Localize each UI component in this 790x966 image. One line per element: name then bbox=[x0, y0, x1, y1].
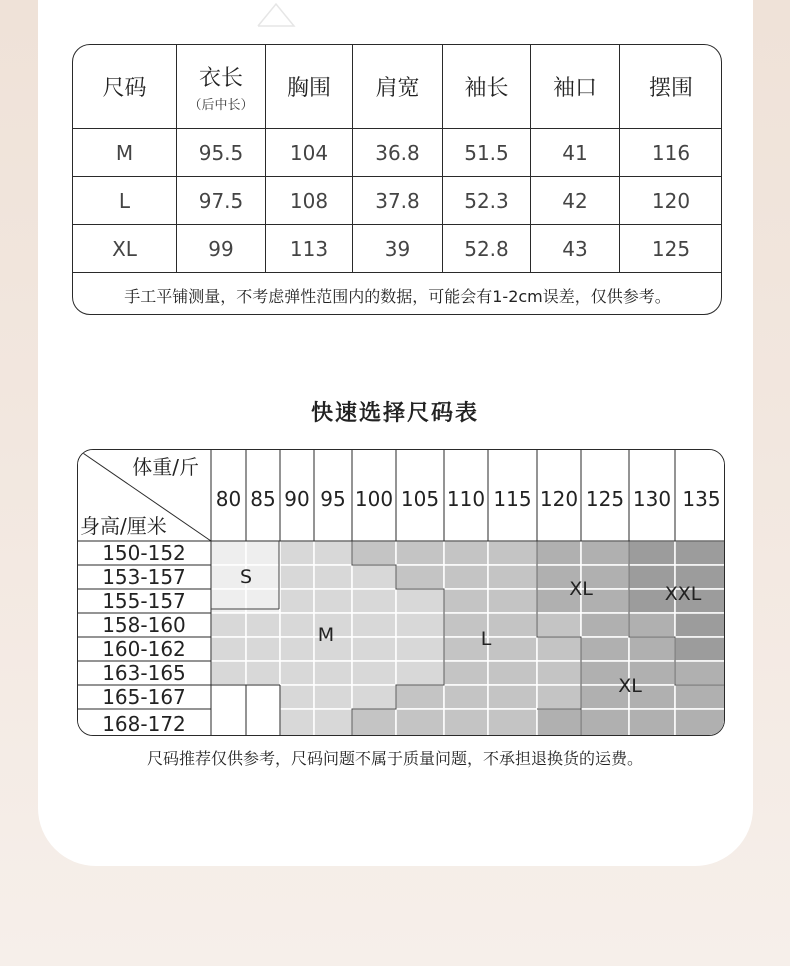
zone-label: S bbox=[239, 566, 253, 588]
zone-label: XXL bbox=[664, 583, 702, 605]
size-cell bbox=[246, 613, 280, 637]
size-cell bbox=[352, 565, 396, 589]
triangle-decoration-icon bbox=[256, 0, 296, 32]
height-label: 153-157 bbox=[102, 565, 186, 589]
size-cell: XL bbox=[73, 225, 177, 273]
header-label: 胸围 bbox=[286, 76, 331, 101]
size-cell bbox=[396, 637, 444, 661]
size-cell: L bbox=[73, 177, 177, 225]
size-cell bbox=[444, 709, 488, 736]
height-label: 160-162 bbox=[102, 637, 186, 661]
weight-label: 135 bbox=[682, 487, 721, 511]
size-cell bbox=[537, 685, 581, 709]
size-cell bbox=[581, 637, 629, 661]
measure-cell: 95.5 bbox=[177, 129, 266, 177]
measure-cell: 37.8 bbox=[353, 177, 443, 225]
size-cell bbox=[211, 637, 246, 661]
size-cell bbox=[675, 661, 725, 685]
size-cell bbox=[314, 709, 352, 736]
size-cell bbox=[211, 685, 246, 709]
size-cell bbox=[488, 589, 537, 613]
corner-height-label: 身高/厘米 bbox=[80, 514, 167, 538]
header-label: 衣长 bbox=[198, 65, 243, 91]
size-cell bbox=[396, 685, 444, 709]
measure-cell: 39 bbox=[353, 225, 443, 273]
size-cell bbox=[396, 709, 444, 736]
header-label: 袖长 bbox=[464, 76, 509, 101]
quick-size-grid bbox=[77, 449, 725, 736]
size-cell bbox=[581, 613, 629, 637]
measure-cell: 104 bbox=[266, 129, 353, 177]
table-row bbox=[73, 225, 723, 273]
size-footnote: 尺码推荐仅供参考，尺码问题不属于质量问题，不承担退换货的运费。 bbox=[146, 749, 643, 768]
weight-label: 95 bbox=[320, 487, 346, 511]
header-cell bbox=[620, 45, 723, 129]
weight-label: 100 bbox=[354, 487, 394, 511]
header-cell bbox=[531, 45, 620, 129]
size-cell bbox=[488, 661, 537, 685]
weight-label: 115 bbox=[493, 487, 532, 511]
size-cell bbox=[444, 589, 488, 613]
weight-label: 90 bbox=[284, 487, 310, 511]
size-cell bbox=[280, 685, 314, 709]
size-cell bbox=[396, 565, 444, 589]
header-label: 肩宽 bbox=[375, 76, 420, 101]
size-cell bbox=[488, 541, 537, 565]
size-cell bbox=[581, 709, 629, 736]
measure-cell: 41 bbox=[531, 129, 620, 177]
size-cell bbox=[314, 565, 352, 589]
size-cell bbox=[314, 589, 352, 613]
header-label: 摆围 bbox=[648, 76, 693, 101]
size-cell bbox=[629, 709, 675, 736]
size-cell bbox=[352, 589, 396, 613]
size-cell bbox=[246, 709, 280, 736]
size-cell bbox=[280, 613, 314, 637]
size-cell bbox=[396, 541, 444, 565]
measure-cell: 52.8 bbox=[443, 225, 531, 273]
header-cell bbox=[73, 45, 177, 129]
size-cell bbox=[246, 637, 280, 661]
size-cell bbox=[280, 541, 314, 565]
measure-cell: 51.5 bbox=[443, 129, 531, 177]
height-label: 155-157 bbox=[102, 589, 186, 613]
header-label: 尺码 bbox=[102, 76, 147, 101]
measure-cell: 108 bbox=[266, 177, 353, 225]
size-cell bbox=[280, 661, 314, 685]
size-cell bbox=[488, 565, 537, 589]
size-cell bbox=[488, 685, 537, 709]
header-cell bbox=[177, 45, 266, 129]
size-cell bbox=[675, 637, 725, 661]
size-cell bbox=[352, 613, 396, 637]
size-cell bbox=[211, 661, 246, 685]
zone-label: L bbox=[480, 628, 492, 650]
size-cell bbox=[211, 541, 246, 565]
size-cell bbox=[246, 661, 280, 685]
header-sublabel: （后中长） bbox=[188, 97, 254, 113]
size-cell bbox=[246, 685, 280, 709]
size-cell bbox=[314, 685, 352, 709]
size-cell bbox=[581, 541, 629, 565]
size-cell bbox=[396, 589, 444, 613]
size-cell bbox=[280, 637, 314, 661]
size-cell bbox=[537, 541, 581, 565]
weight-label: 85 bbox=[250, 487, 276, 511]
size-cell bbox=[629, 541, 675, 565]
measure-cell: 52.3 bbox=[443, 177, 531, 225]
measure-cell: 97.5 bbox=[177, 177, 266, 225]
measure-cell: 36.8 bbox=[353, 129, 443, 177]
size-cell bbox=[488, 613, 537, 637]
height-label: 150-152 bbox=[102, 541, 186, 565]
weight-label: 110 bbox=[446, 487, 486, 511]
size-cell bbox=[629, 637, 675, 661]
size-cell bbox=[280, 709, 314, 736]
weight-label: 80 bbox=[215, 487, 242, 511]
height-label: 158-160 bbox=[102, 613, 186, 637]
size-cell bbox=[537, 637, 581, 661]
header-label: 袖口 bbox=[552, 76, 597, 101]
header-cell bbox=[443, 45, 531, 129]
quick-size-title: 快速选择尺码表 bbox=[310, 401, 479, 426]
size-cell bbox=[352, 661, 396, 685]
size-cell bbox=[444, 541, 488, 565]
measure-cell: 125 bbox=[620, 225, 723, 273]
weight-label: 125 bbox=[585, 487, 625, 511]
measurement-table bbox=[72, 44, 722, 315]
weight-label: 105 bbox=[400, 487, 440, 511]
size-cell bbox=[211, 613, 246, 637]
zone-label: M bbox=[317, 624, 335, 646]
zone-label: XL bbox=[618, 675, 642, 697]
size-cell bbox=[537, 709, 581, 736]
measure-cell: 120 bbox=[620, 177, 723, 225]
measure-cell: 113 bbox=[266, 225, 353, 273]
size-cell bbox=[675, 613, 725, 637]
measure-cell: 116 bbox=[620, 129, 723, 177]
size-cell bbox=[246, 541, 280, 565]
table-row bbox=[73, 177, 723, 225]
size-cell bbox=[537, 613, 581, 637]
size-cell bbox=[352, 541, 396, 565]
size-cell bbox=[396, 661, 444, 685]
size-cell bbox=[537, 661, 581, 685]
height-label: 165-167 bbox=[102, 685, 186, 709]
measure-cell: 99 bbox=[177, 225, 266, 273]
size-cell bbox=[352, 685, 396, 709]
measure-cell: 43 bbox=[531, 225, 620, 273]
measurement-note: 手工平铺测量，不考虑弹性范围内的数据，可能会有1-2cm误差，仅供参考。 bbox=[73, 273, 723, 316]
weight-label: 130 bbox=[632, 487, 672, 511]
header-cell bbox=[266, 45, 353, 129]
header-cell bbox=[353, 45, 443, 129]
size-cell bbox=[675, 709, 725, 736]
size-cell bbox=[444, 685, 488, 709]
table-row bbox=[73, 129, 723, 177]
corner-weight-label: 体重/斤 bbox=[132, 455, 199, 479]
size-cell bbox=[444, 661, 488, 685]
size-cell bbox=[488, 709, 537, 736]
height-label: 163-165 bbox=[102, 661, 186, 685]
size-cell bbox=[488, 637, 537, 661]
size-cell bbox=[675, 541, 725, 565]
zone-label: XL bbox=[569, 578, 593, 600]
size-cell: M bbox=[73, 129, 177, 177]
size-cell bbox=[352, 637, 396, 661]
size-cell bbox=[280, 589, 314, 613]
size-cell bbox=[211, 709, 246, 736]
size-cell bbox=[629, 613, 675, 637]
size-cell bbox=[280, 565, 314, 589]
size-cell bbox=[444, 565, 488, 589]
height-label: 168-172 bbox=[102, 712, 186, 736]
size-cell bbox=[675, 685, 725, 709]
size-cell bbox=[314, 661, 352, 685]
weight-label: 120 bbox=[539, 487, 579, 511]
size-cell bbox=[396, 613, 444, 637]
size-cell bbox=[352, 709, 396, 736]
measure-cell: 42 bbox=[531, 177, 620, 225]
size-cell bbox=[314, 541, 352, 565]
